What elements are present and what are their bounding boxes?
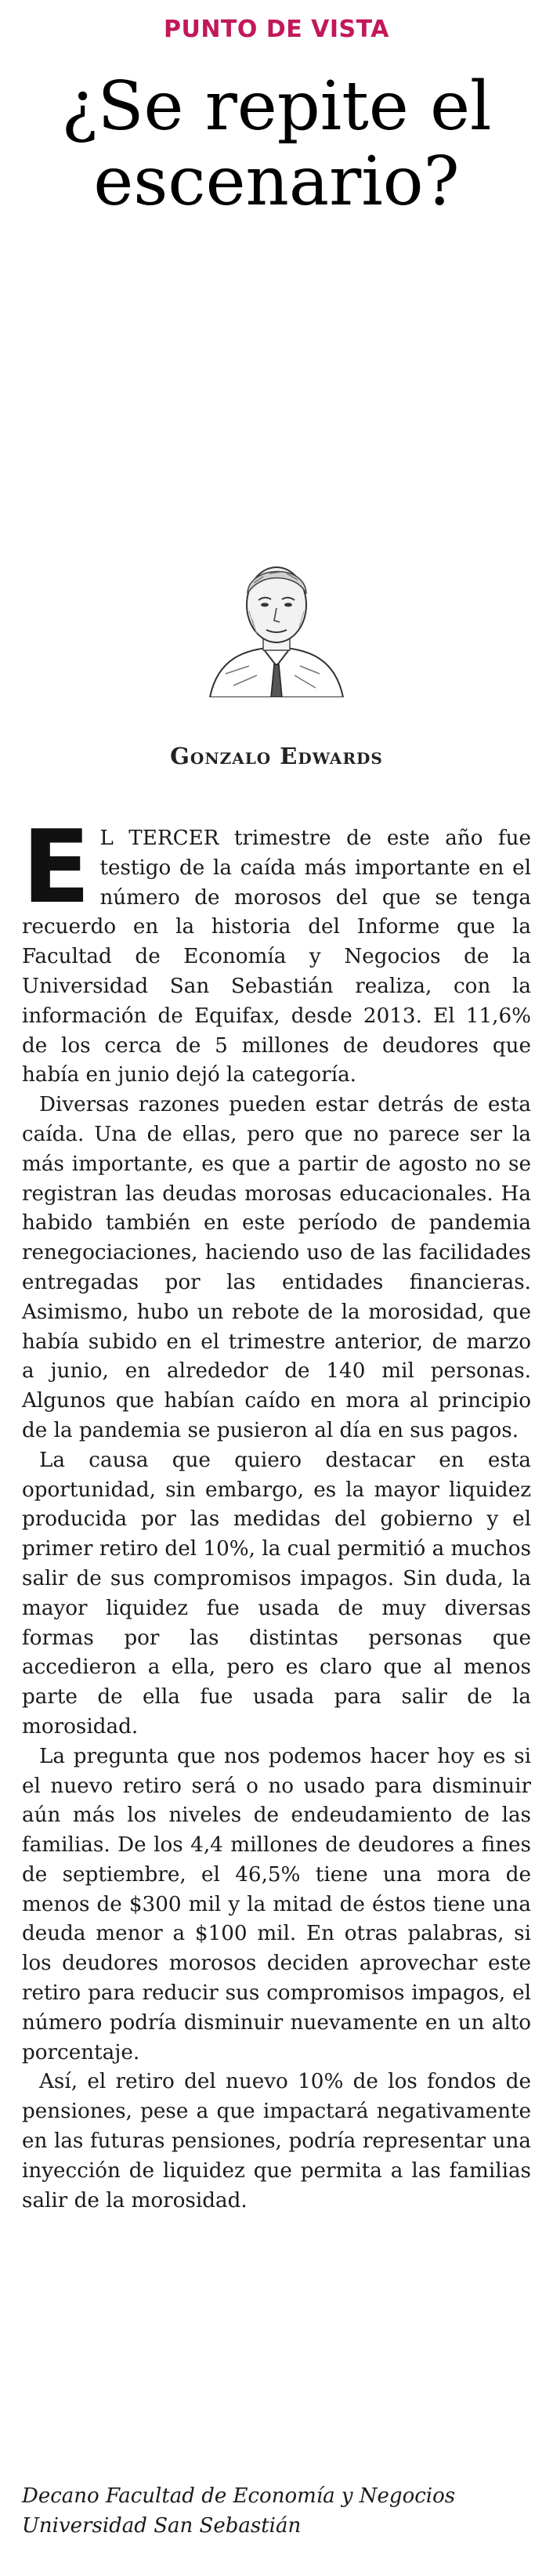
author-signature — [22, 2481, 531, 2541]
article-paragraph — [22, 809, 531, 1091]
article-paragraph: Así, el retiro del nuevo 10% de los fondos de pensiones, pese a que impactará negativamente en las futuras pensiones, podría representar una inyección de liquidez que permita a las familias salir de la morosidad. — [22, 2070, 531, 2212]
article-body — [22, 809, 531, 2216]
section-label: PUNTO DE VISTA — [163, 16, 390, 43]
article-paragraph: La causa que quiero destacar en esta oportunidad, sin embargo, es la mayor liquidez producida por las medidas del gobierno y el primer retiro del 10%, la cual permitió a muchos salir de sus compromisos impagos. Sin duda, la mayor liquidez fue usada de muy diversas formas por las distintas personas que accedieron a ella, pero es claro que al menos parte de ella fue usada para salir de la morosidad. — [22, 1448, 531, 1738]
author-name: Gonzalo Edwards — [170, 743, 383, 769]
author-portrait-icon — [202, 548, 351, 697]
article-paragraph: Diversas razones pueden estar detrás de esta caída. Una de ellas, pero que no parece ser la más importante, es que a partir de agosto no se registran las deudas morosas educacionales. Ha habido también en este período de pandemia renegociaciones, haciendo uso de las facilidades entregadas por las entidades financieras. Asimismo, hubo un rebote de la morosidad, que había subido en el trimestre anterior, de marzo a junio, en alrededor de 140 mil personas. Algunos que habían caído en mora al principio de la pandemia se pusieron al día en sus pagos. — [22, 1093, 531, 1442]
signature-title: Decano Facultad de Economía y Negocios — [22, 2484, 456, 2508]
headline: ¿Se repite el escenario? — [61, 67, 492, 221]
drop-cap: E — [22, 809, 91, 926]
paragraph-text: L TERCER trimestre de este año fue testigo de la caída más importante en el número de morosos del que se tenga recuerdo en la historia del Informe que la Facultad de Economía y Negocios de la Universidad San Sebastián realiza, con la información de Equifax, desde 2013. El 11,6% de los cerca de 5 millones de deudores que había en junio dejó la categoría. — [22, 827, 531, 1087]
article-paragraph: La pregunta que nos podemos hacer hoy es si el nuevo retiro será o no usado para disminuir aún más los niveles de endeudamiento de las familias. De los 4,4 millones de deudores a fines de septiembre, el 46,5% tiene una mora de menos de $300 mil y la mitad de éstos tiene una deuda menor a $100 mil. En otras palabras, si los deudores morosos deciden aprovechar este retiro para reducir sus compromisos impagos, el número podría disminuir nuevamente en un alto porcentaje. — [22, 1744, 531, 2064]
signature-institution: Universidad San Sebastián — [22, 2514, 302, 2538]
